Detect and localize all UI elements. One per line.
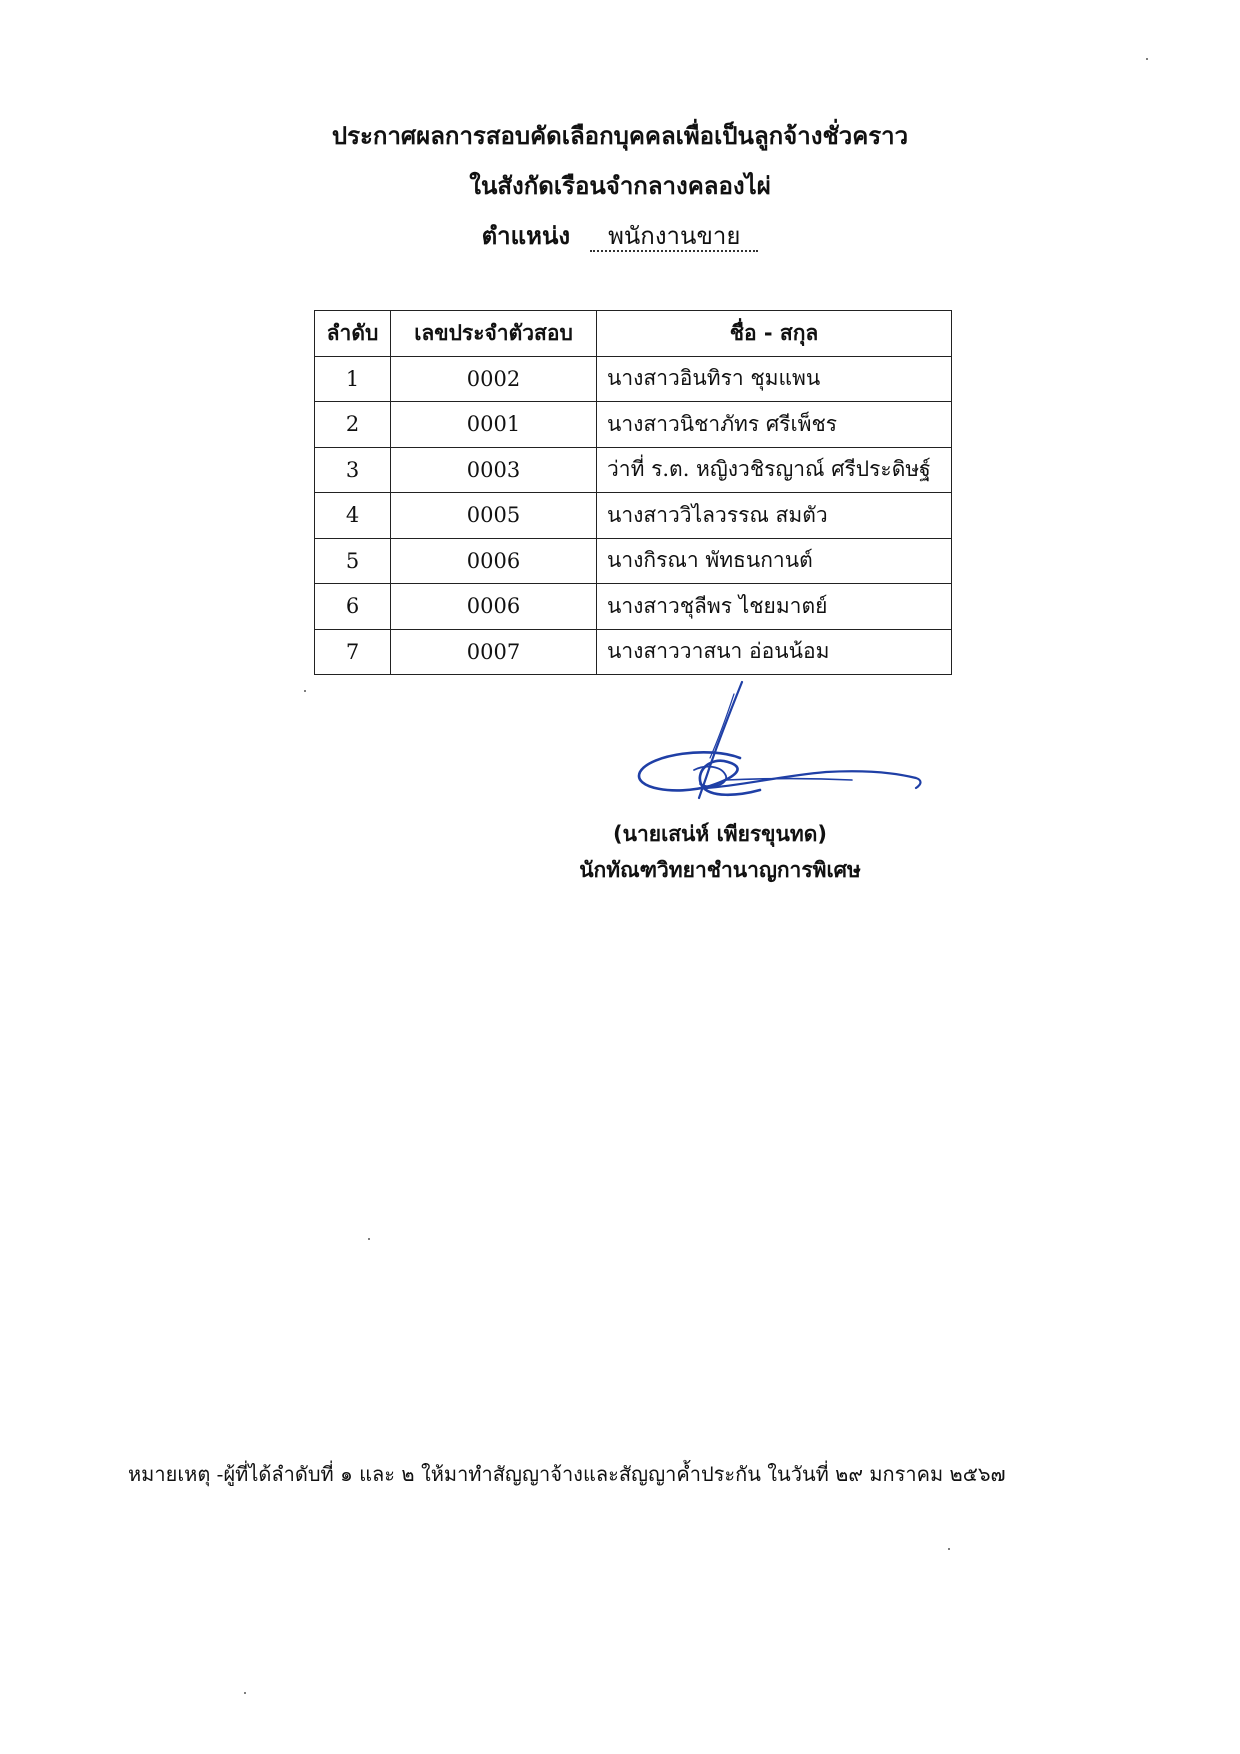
order-cell: 7 bbox=[315, 629, 391, 675]
scan-speck bbox=[368, 1238, 370, 1240]
position-line bbox=[0, 224, 1240, 252]
column-header-name: ชื่อ - สกุล bbox=[597, 311, 952, 357]
exam-id-cell: 0003 bbox=[391, 447, 597, 493]
signature-stroke-loop bbox=[639, 752, 760, 794]
name-cell: นางสาววาสนา อ่อนน้อม bbox=[597, 629, 952, 675]
announcement-subtitle: ในสังกัดเรือนจำกลางคลองไผ่ bbox=[469, 172, 771, 200]
signer-name: (นายเสน่ห์ เพียรขุนทด) bbox=[613, 822, 827, 846]
scan-speck bbox=[1146, 58, 1148, 60]
column-header-exam-id: เลขประจำตัวสอบ bbox=[391, 311, 597, 357]
position-value: พนักงานขาย bbox=[590, 224, 758, 252]
exam-id-cell: 0001 bbox=[391, 402, 597, 448]
exam-id-cell: 0006 bbox=[391, 584, 597, 630]
table-row bbox=[315, 538, 952, 584]
table-row bbox=[315, 402, 952, 448]
name-cell: นางสาวชุลีพร ไชยมาตย์ bbox=[597, 584, 952, 630]
signature-stroke-main bbox=[699, 682, 742, 798]
table-row bbox=[315, 493, 952, 539]
remark-note: หมายเหตุ -ผู้ที่ได้ลำดับที่ ๑ และ ๒ ให้มาทำสัญญาจ้างและสัญญาค้ำประกัน ในวันที่ ๒๙ มกราคม ๒๕๖๗ bbox=[128, 1462, 1006, 1486]
order-cell: 2 bbox=[315, 402, 391, 448]
order-cell: 3 bbox=[315, 447, 391, 493]
column-header-order: ลำดับ bbox=[315, 311, 391, 357]
table-row bbox=[315, 584, 952, 630]
table-row bbox=[315, 447, 952, 493]
announcement-title: ประกาศผลการสอบคัดเลือกบุคคลเพื่อเป็นลูกจ้างชั่วคราว bbox=[331, 122, 909, 150]
scan-speck bbox=[244, 1692, 246, 1694]
name-cell: นางกิรณา พัทธนกานต์ bbox=[597, 538, 952, 584]
exam-id-cell: 0005 bbox=[391, 493, 597, 539]
handwritten-signature bbox=[630, 680, 930, 810]
table-header-row bbox=[315, 311, 952, 357]
signature-stroke-underline bbox=[726, 779, 852, 781]
exam-id-cell: 0002 bbox=[391, 356, 597, 402]
table-row bbox=[315, 356, 952, 402]
exam-id-cell: 0007 bbox=[391, 629, 597, 675]
signer-title: นักทัณฑวิทยาชำนาญการพิเศษ bbox=[579, 858, 861, 882]
name-cell: ว่าที่ ร.ต. หญิงวชิรญาณ์ ศรีประดิษฐ์ bbox=[597, 447, 952, 493]
results-table bbox=[314, 310, 952, 675]
order-cell: 1 bbox=[315, 356, 391, 402]
name-cell: นางสาวอินทิรา ชุมแพน bbox=[597, 356, 952, 402]
name-cell: นางสาววิไลวรรณ สมตัว bbox=[597, 493, 952, 539]
order-cell: 4 bbox=[315, 493, 391, 539]
signature-stroke-thin bbox=[710, 694, 734, 758]
name-cell: นางสาวนิชาภัทร ศรีเพ็ชร bbox=[597, 402, 952, 448]
order-cell: 6 bbox=[315, 584, 391, 630]
position-label: ตำแหน่ง bbox=[481, 222, 571, 250]
scan-speck bbox=[948, 1548, 950, 1550]
exam-id-cell: 0006 bbox=[391, 538, 597, 584]
table-row bbox=[315, 629, 952, 675]
scan-speck bbox=[304, 690, 306, 692]
order-cell: 5 bbox=[315, 538, 391, 584]
